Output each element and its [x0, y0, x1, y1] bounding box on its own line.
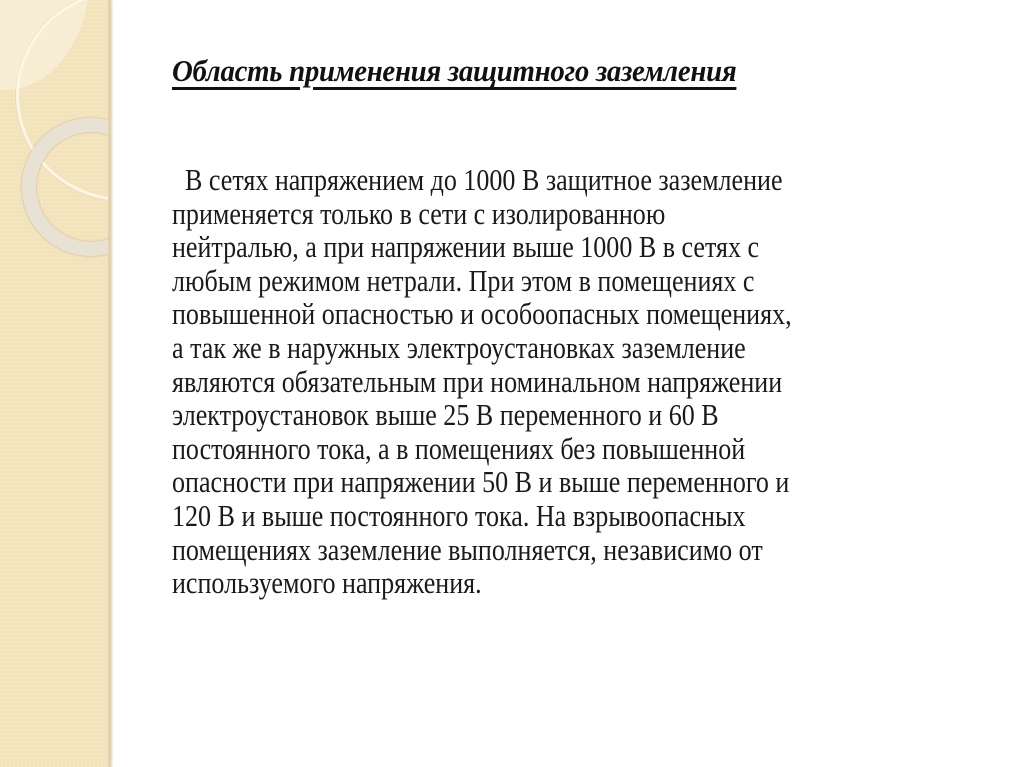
body-line: помещениях заземление выполняется, независимо от	[172, 531, 763, 567]
body-line: а так же в наружных электроустановках заземление	[172, 329, 746, 365]
slide-body-text	[172, 163, 928, 600]
body-line: В сетях напряжением до 1000 В защитное заземление	[172, 162, 783, 197]
body-line: 120 В и выше постоянного тока. На взрывоопасных	[172, 497, 746, 533]
body-line: нейтралью, а при напряжении выше 1000 В в сетях с	[172, 229, 760, 265]
body-line: являются обязательным при номинальном напряжении	[172, 363, 783, 399]
body-line: повышенной опасностью и особоопасных помещениях,	[172, 296, 792, 332]
body-line: электроустановок выше 25 В переменного и 60 В	[172, 397, 719, 433]
body-line: постоянного тока, а в помещениях без повышенной	[172, 430, 746, 466]
body-line: используемого напряжения.	[172, 565, 482, 601]
body-line: опасности при напряжении 50 В и выше переменного и	[172, 464, 790, 500]
slide-title: Область применения защитного заземления	[172, 53, 737, 88]
body-line: применяется только в сети с изолированною	[172, 195, 666, 231]
decorative-side-strip	[0, 0, 111, 767]
body-line: любым режимом нетрали. При этом в помещениях с	[172, 262, 755, 298]
